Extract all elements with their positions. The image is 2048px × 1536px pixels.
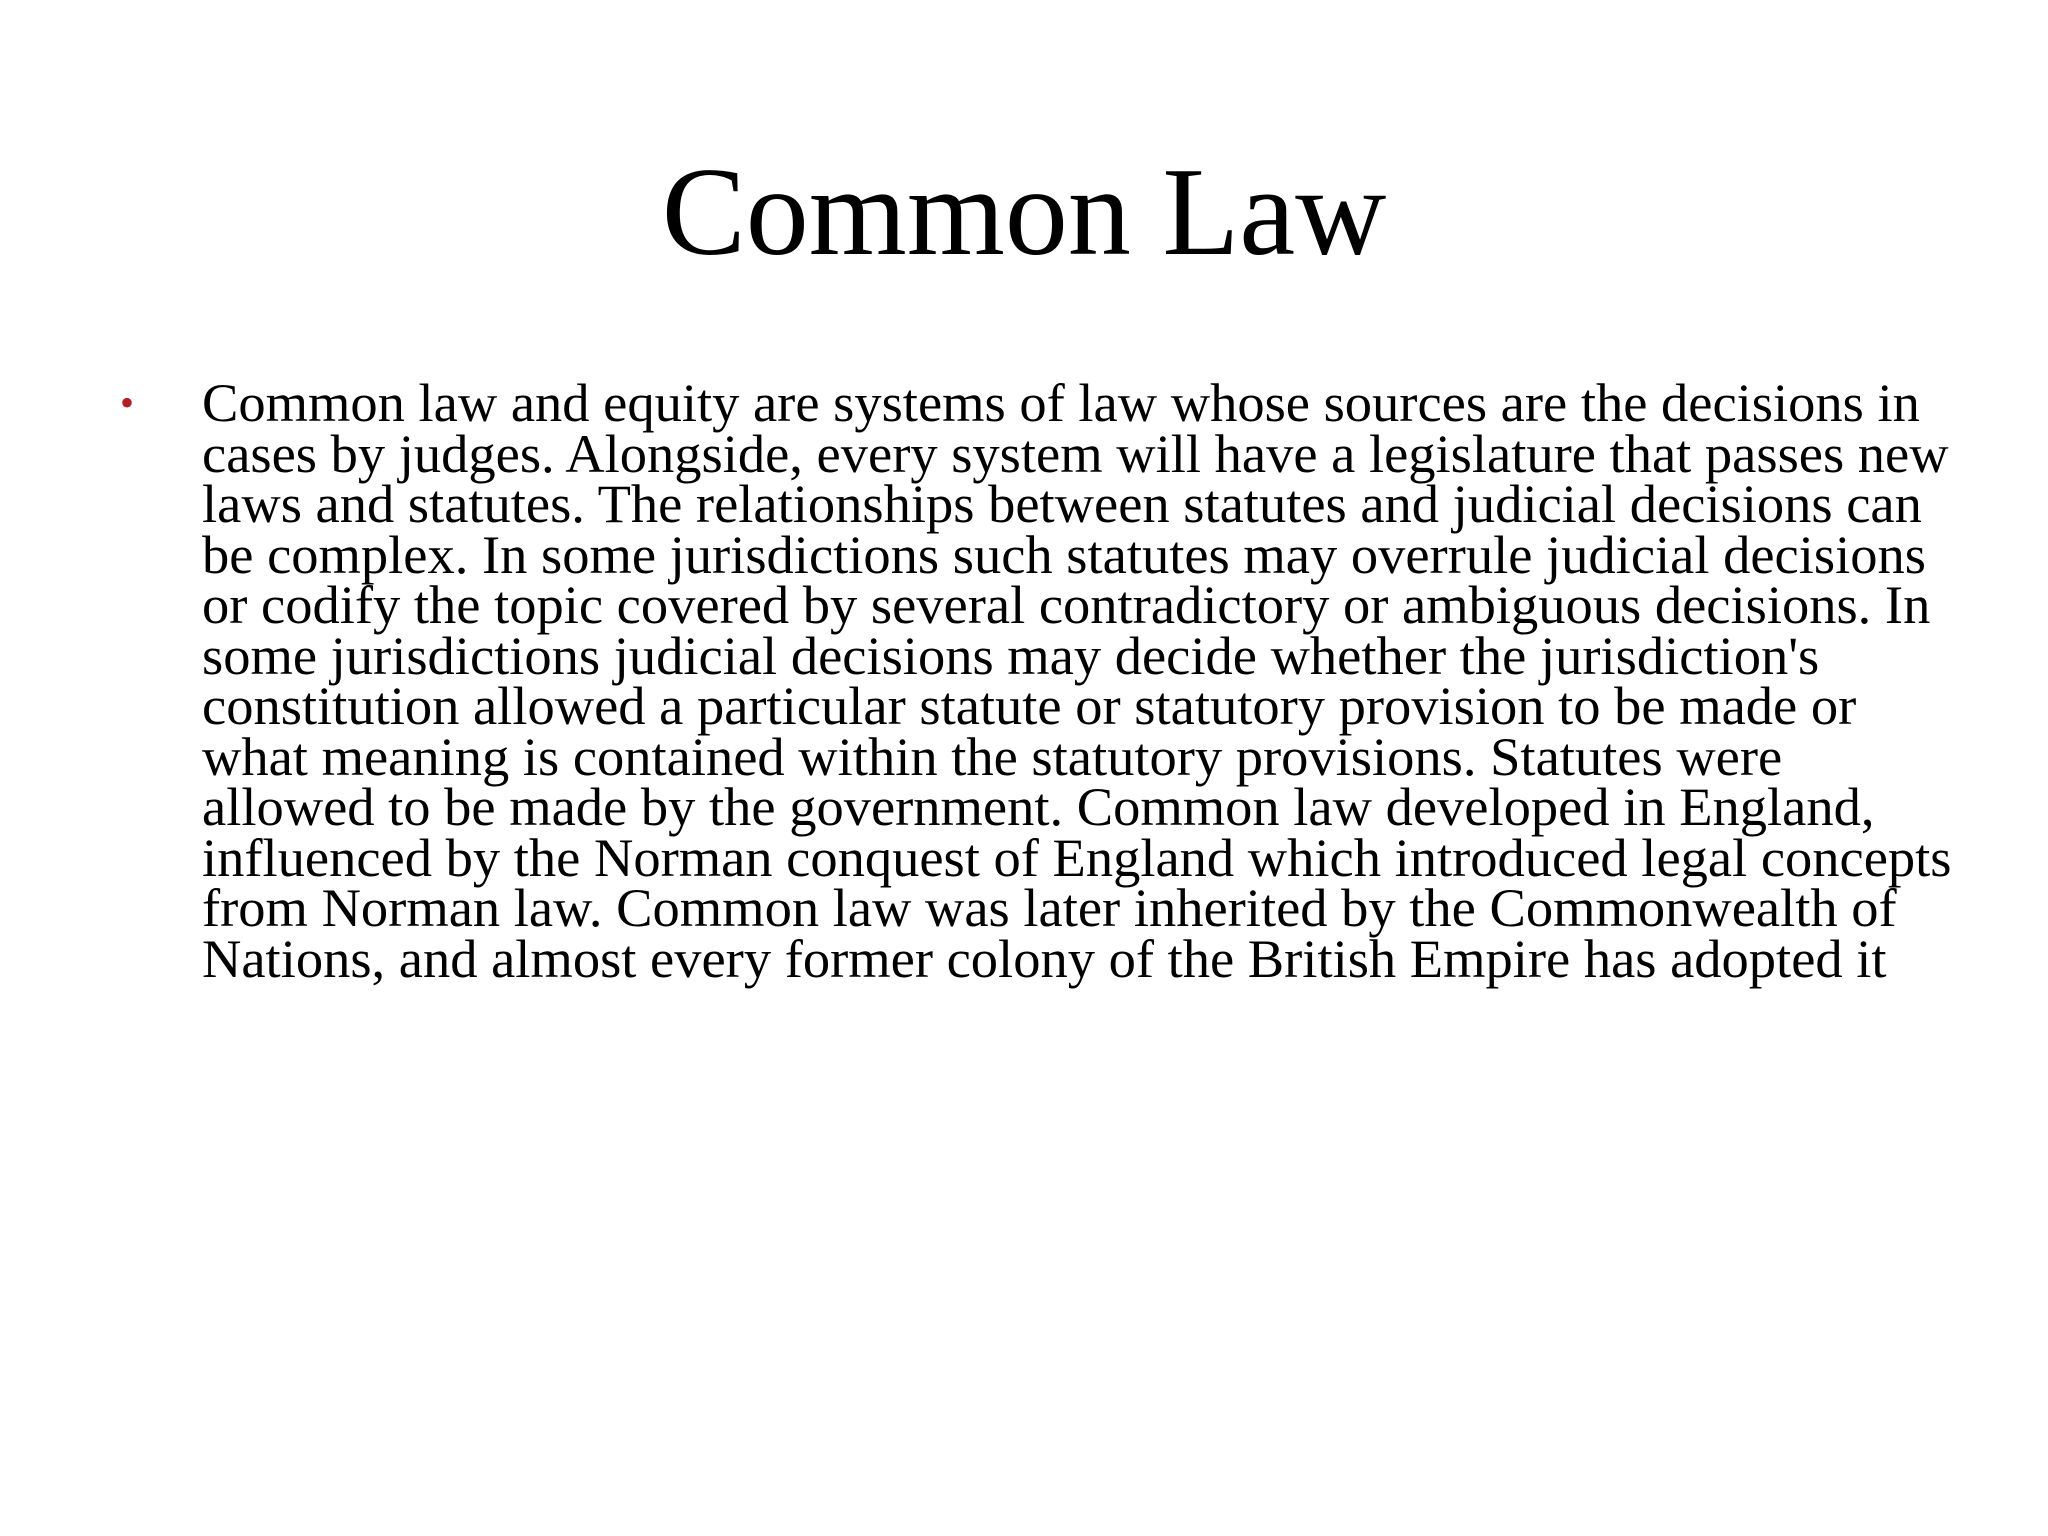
bullet-item	[120, 372, 1960, 989]
bullet-text: Common law and equity are systems of law whose sources are the decisions in cases by judges. Alongside, every system will have a legislature that passes new laws and statutes. The relationships between statutes and judicial decisions can be complex. In some jurisdictions such statutes may overrule judicial decisions or codify the topic covered by several contradictory or ambiguous decisions. In some jurisdictions judicial decisions may decide whether the jurisdiction's constitution allowed a particular statute or statutory provision to be made or what meaning is contained within the statutory provisions. Statutes were allowed to be made by the government. Common law developed in England, influenced by the Norman conquest of England which introduced legal concepts from Norman law. Common law was later inherited by the Commonwealth of Nations, and almost every former colony of the British Empire has adopted it	[202, 372, 1952, 989]
bullet-icon: •	[120, 380, 135, 425]
slide-title: Common Law	[661, 143, 1387, 282]
bullet-list	[120, 372, 1960, 989]
